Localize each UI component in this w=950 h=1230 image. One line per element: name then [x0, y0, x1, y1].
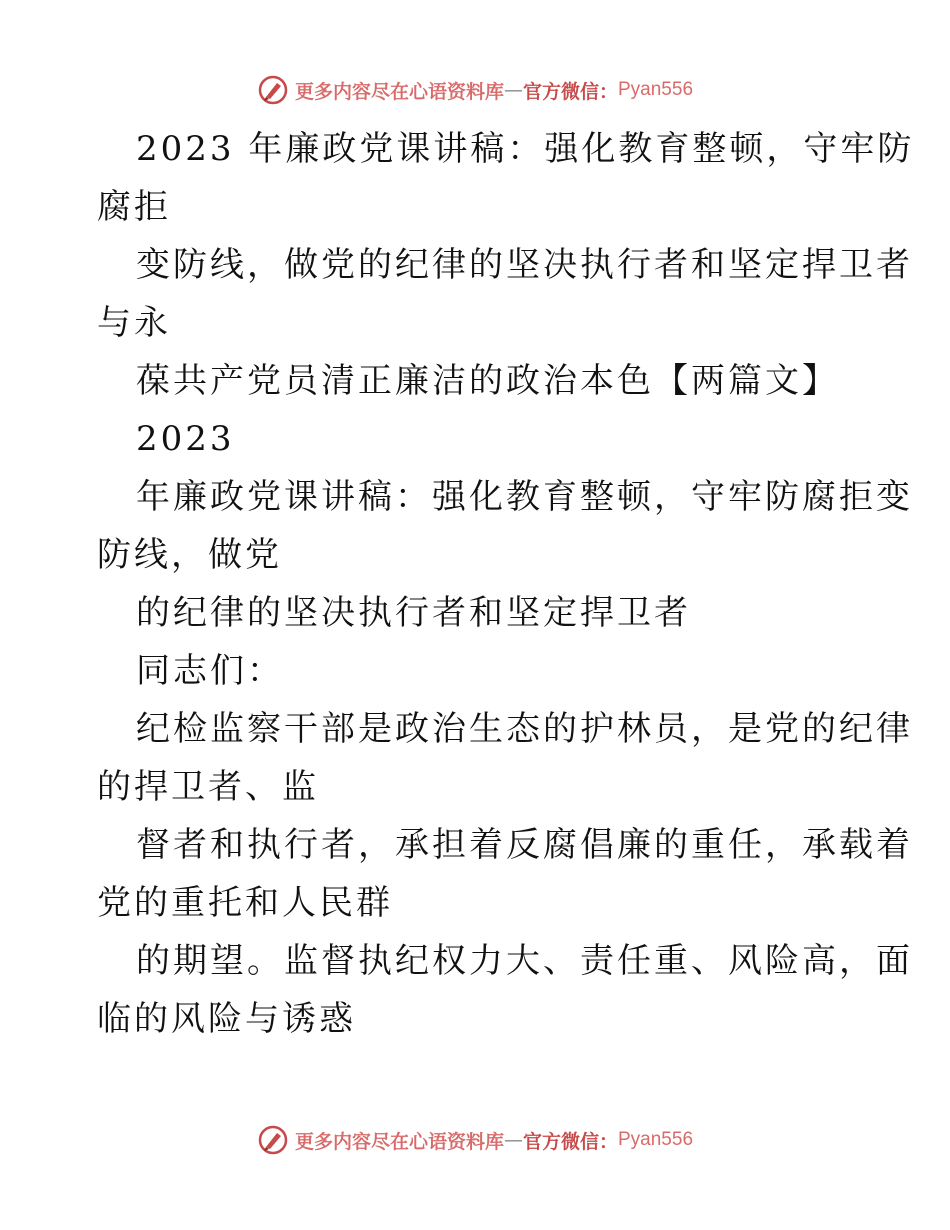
- doc-line: 的期望。监督执纪权力大、责任重、风险高，面: [136, 941, 913, 981]
- watermark-label: 官方微信：: [522, 1130, 618, 1153]
- doc-line: 与永: [97, 303, 171, 343]
- header-watermark: [0, 72, 950, 108]
- doc-line: 的纪律的坚决执行者和坚定捍卫者: [136, 593, 691, 633]
- doc-line: 的捍卫者、监: [97, 767, 319, 807]
- watermark-dash: —: [503, 1129, 523, 1151]
- watermark-account: Pyan556: [618, 1129, 694, 1150]
- doc-line: 年廉政党课讲稿：强化教育整顿，守牢防腐拒变: [136, 477, 913, 517]
- doc-line: 变防线，做党的纪律的坚决执行者和坚定捍卫者: [136, 245, 913, 285]
- watermark-account: Pyan556: [618, 79, 694, 100]
- watermark-site-text: 更多内容尽在心语资料库: [294, 1130, 504, 1153]
- doc-line: 党的重托和人民群: [97, 883, 393, 923]
- doc-line: 同志们：: [136, 651, 284, 691]
- doc-line: 2023: [136, 419, 235, 459]
- pen-circle-icon: [257, 1124, 289, 1156]
- doc-line: 2023 年廉政党课讲稿：强化教育整顿，守牢防: [136, 129, 915, 169]
- doc-line: 葆共产党员清正廉洁的政治本色【两篇文】: [136, 361, 839, 401]
- doc-line: 防线，做党: [97, 535, 282, 575]
- watermark-label: 官方微信：: [522, 80, 618, 103]
- doc-line: 纪检监察干部是政治生态的护林员，是党的纪律: [136, 709, 913, 749]
- watermark-dash: —: [503, 79, 523, 101]
- doc-line: 腐拒: [97, 187, 171, 227]
- pen-circle-icon: [257, 74, 289, 106]
- footer-watermark: [0, 1122, 950, 1158]
- doc-line: 临的风险与诱惑: [97, 999, 356, 1039]
- doc-line: 督者和执行者，承担着反腐倡廉的重任，承载着: [136, 825, 913, 865]
- watermark-site-text: 更多内容尽在心语资料库: [294, 80, 504, 103]
